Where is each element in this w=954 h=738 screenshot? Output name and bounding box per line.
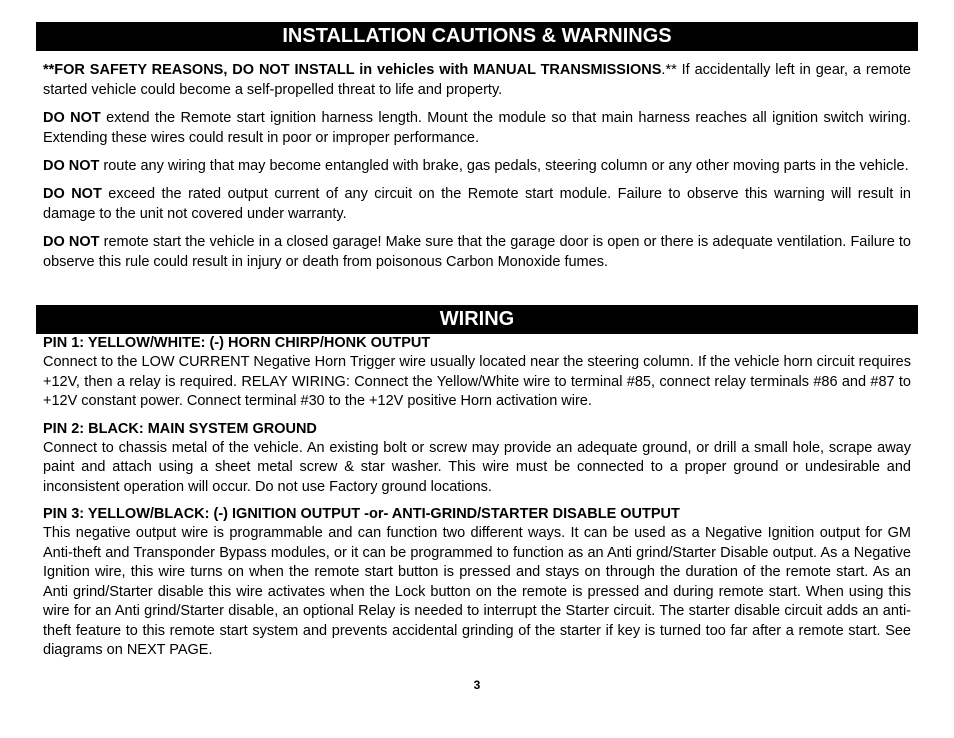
caution-bold: DO NOT: [43, 110, 101, 126]
pin-entry: [43, 334, 911, 412]
caution-bold: DO NOT: [43, 234, 100, 250]
pin-description: Connect to chassis metal of the vehicle. An existing bolt or screw may provide an adequate ground, or drill a small hole, scrape away paint and attach using a sheet metal screw & star washer. This wire must be connected to a proper ground or undesirable and inconsistent operation will occur. Do not use Factory ground locations.: [43, 439, 911, 495]
pin-title: PIN 3: YELLOW/BLACK: (-) IGNITION OUTPUT -or- ANTI-GRIND/STARTER DISABLE OUTPUT: [43, 506, 680, 522]
caution-bold: DO NOT: [43, 158, 100, 174]
pin-title: PIN 2: BLACK: MAIN SYSTEM GROUND: [43, 420, 317, 437]
caution-item: [43, 108, 911, 148]
caution-item: [43, 232, 911, 272]
pin-description: This negative output wire is programmable and can function two different ways. It can be used as a Negative Ignition output for GM Anti-theft and Transponder Bypass modules, or it can be programmed to function as an Anti grind/Starter Disable output. As a Negative Ignition wire, this wire turns on when the remote start button is pressed and stays on through the duration of the remote start. As an Anti grind/Starter disable this wire activates when the Lock button on the remote is pressed and during remote start. When using this wire for an Anti grind/Starter disable, an optional Relay is needed to interrupt the Starter circuit. The starter disable circuit adds an anti-theft feature to this remote start system and prevents accidental grinding of the starter if key is turned too far after a remote start. See diagrams on NEXT PAGE.: [43, 525, 911, 658]
warning-bold: **FOR SAFETY REASONS, DO NOT INSTALL in vehicles with MANUAL TRANSMISSIONS: [43, 62, 662, 78]
caution-text: route any wiring that may become entangled with brake, gas pedals, steering column or any other moving parts in the vehicle.: [99, 158, 909, 174]
caution-item: [43, 184, 911, 224]
pin-entry: [43, 420, 911, 498]
pin-entry: [43, 505, 911, 661]
manual-transmission-warning: [43, 60, 911, 100]
caution-text: remote start the vehicle in a closed garage! Make sure that the garage door is open or there is adequate ventilation. Failure to observe this rule could result in injury or death from poisonous Carbon Monoxide fumes.: [43, 234, 911, 270]
wiring-section: [43, 334, 911, 669]
caution-bold: DO NOT: [43, 186, 102, 202]
wiring-header: WIRING: [36, 305, 918, 334]
caution-text: extend the Remote start ignition harness length. Mount the module so that main harness reaches all ignition switch wiring. Extending these wires could result in poor or improper performance.: [43, 110, 911, 146]
warning-text: .** If accidentally left in gear, a remote started vehicle could become a self-propelled threat to life and property.: [43, 62, 911, 98]
pin-description: Connect to the LOW CURRENT Negative Horn Trigger wire usually located near the steering column. If the vehicle horn circuit requires +12V, then a relay is required. RELAY WIRING: Connect the Yellow/White wire to terminal #85, connect relay terminals #86 and #87 to +12V constant power. Connect terminal #30 to the +12V positive Horn activation wire.: [43, 354, 911, 409]
caution-text: exceed the rated output current of any circuit on the Remote start module. Failure to observe this warning will result in damage to the unit not covered under warranty.: [43, 186, 912, 222]
page-number: 3: [473, 678, 481, 692]
cautions-section: [43, 60, 911, 280]
caution-item: [43, 156, 911, 176]
cautions-header: INSTALLATION CAUTIONS & WARNINGS: [36, 22, 918, 51]
pin-title: PIN 1: YELLOW/WHITE: (-) HORN CHIRP/HONK OUTPUT: [43, 335, 431, 351]
